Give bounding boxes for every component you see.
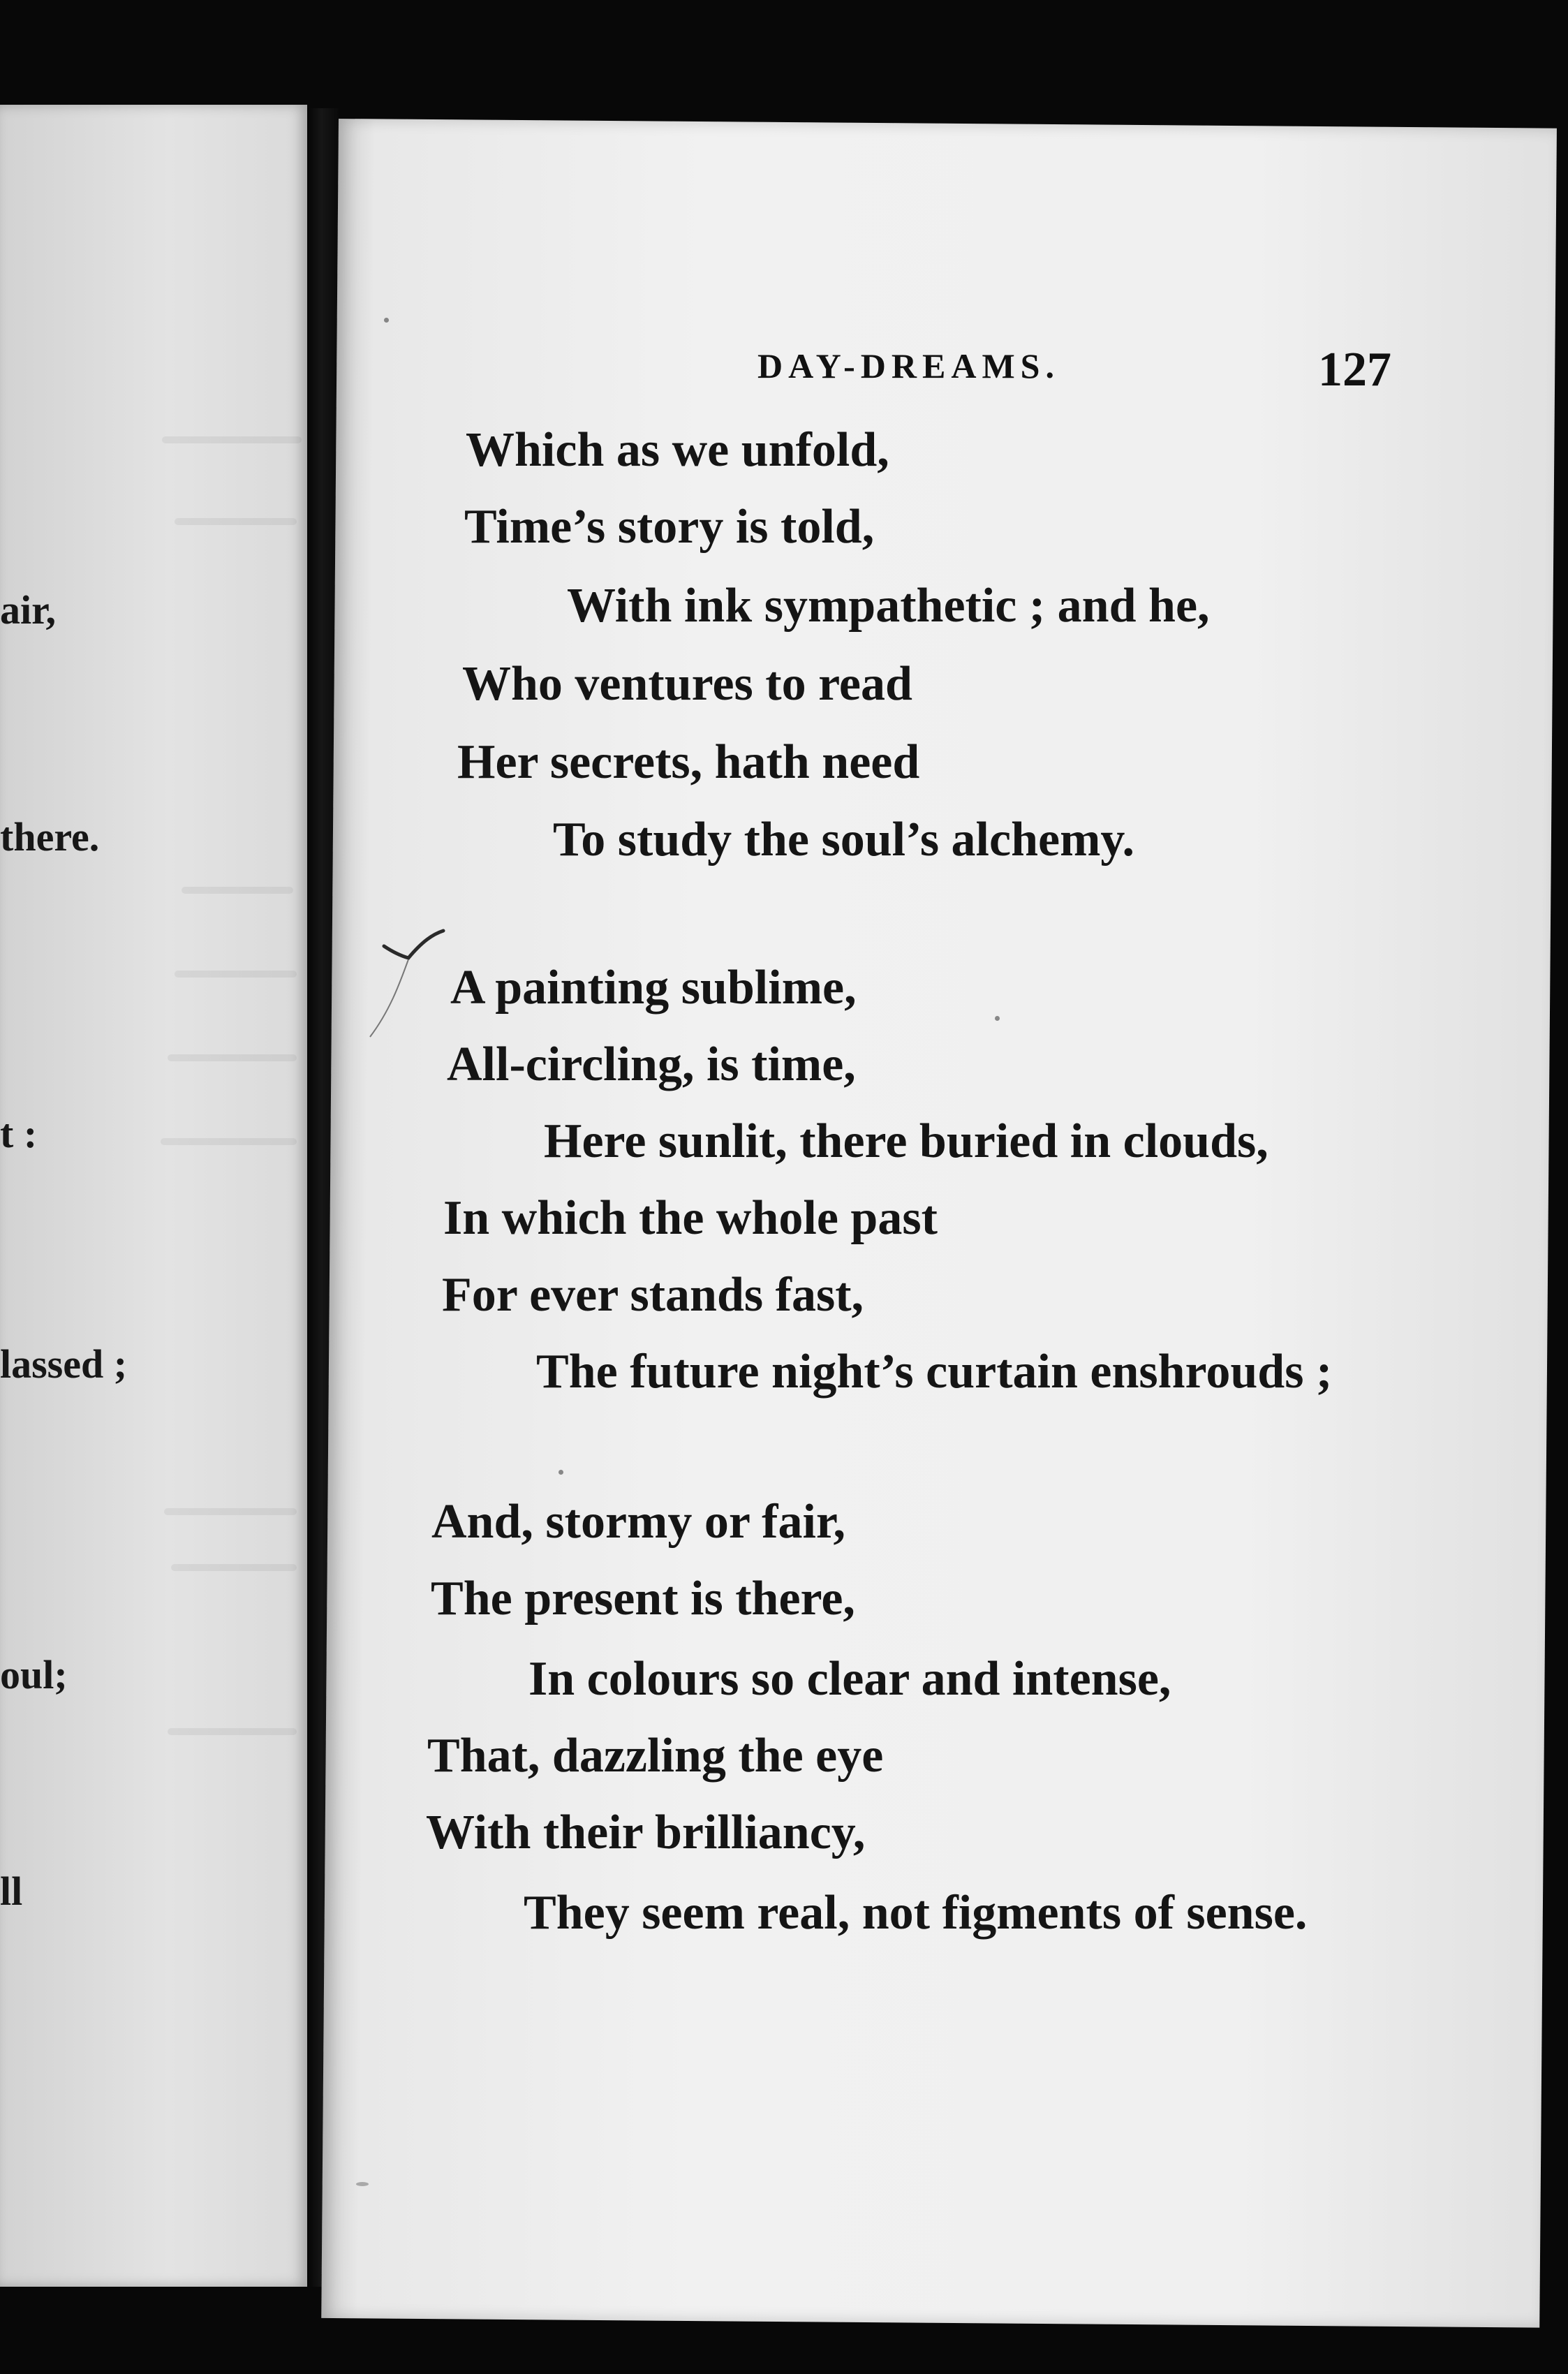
left-text-fragment: lassed ;	[0, 1341, 128, 1387]
faint-text-line	[182, 887, 293, 894]
left-text-fragment: air,	[0, 587, 57, 633]
faint-text-line	[168, 1728, 297, 1735]
page-speck	[995, 1016, 1000, 1021]
poem-line: All-circling, is time,	[447, 1038, 856, 1091]
faint-text-line	[162, 436, 302, 443]
faint-text-line	[168, 1054, 297, 1061]
poem-line: Time’s story is told,	[464, 500, 875, 554]
left-text-fragment: ll	[0, 1868, 23, 1914]
poem-line: The present is there,	[431, 1572, 855, 1625]
poem-line: With their brilliancy,	[426, 1806, 866, 1859]
faint-text-line	[171, 1564, 297, 1571]
poem-line: A painting sublime,	[450, 961, 857, 1015]
running-title: DAY-DREAMS.	[757, 346, 1060, 385]
faint-text-line	[175, 518, 297, 525]
faint-text-line	[161, 1138, 297, 1145]
poem-line: Which as we unfold,	[466, 423, 889, 477]
left-text-fragment: t :	[0, 1111, 38, 1156]
page-speck	[356, 2182, 369, 2186]
left-text-fragment: there.	[0, 814, 100, 860]
poem-line: Here sunlit, there buried in clouds,	[544, 1114, 1269, 1168]
faint-text-line	[175, 971, 297, 978]
page-number: 127	[1318, 343, 1391, 397]
left-text-fragment: oul;	[0, 1652, 68, 1697]
poem-line: They seem real, not figments of sense.	[524, 1886, 1308, 1940]
page-speck	[384, 318, 389, 323]
poem-line: In colours so clear and intense,	[528, 1652, 1171, 1706]
poem-line: To study the soul’s alchemy.	[553, 813, 1135, 867]
poem-line: For ever stands fast,	[442, 1268, 864, 1322]
poem-line: In which the whole past	[443, 1191, 938, 1245]
poem-line: That, dazzling the eye	[427, 1729, 884, 1783]
left-page	[0, 105, 307, 2287]
faint-text-line	[164, 1508, 297, 1515]
poem-line: With ink sympathetic ; and he,	[567, 579, 1210, 633]
poem-line: And, stormy or fair,	[431, 1495, 846, 1549]
pencil-check-mark	[363, 929, 454, 1040]
page-speck	[559, 1470, 563, 1475]
poem-line: The future night’s curtain enshrouds ;	[536, 1345, 1333, 1399]
poem-line: Who ventures to read	[462, 657, 912, 711]
poem-line: Her secrets, hath need	[457, 735, 920, 789]
